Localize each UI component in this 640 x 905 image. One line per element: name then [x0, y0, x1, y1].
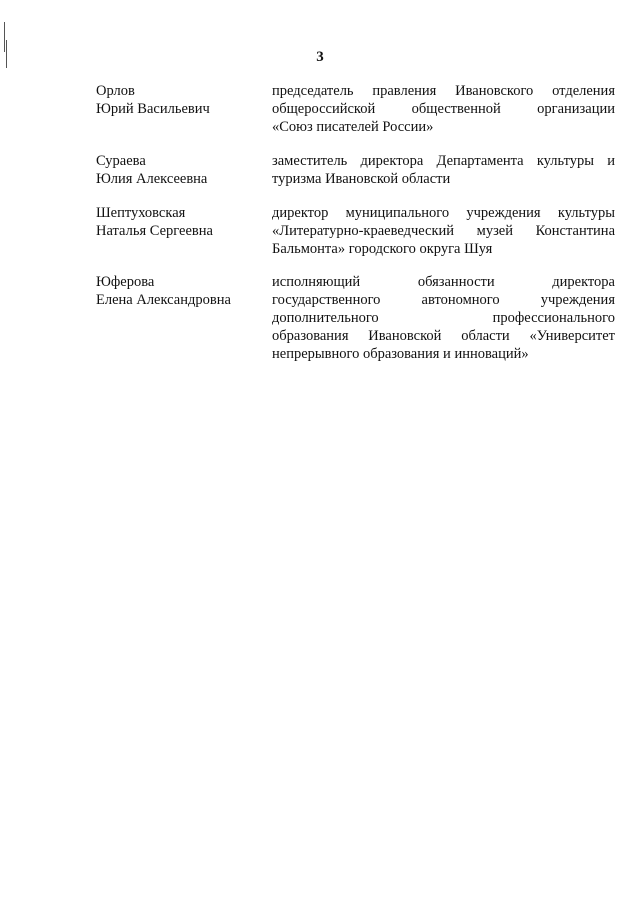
- member-position: [272, 152, 615, 188]
- member-surname: Орлов: [96, 83, 135, 99]
- position-line: государственного автономного учреждения: [272, 292, 615, 308]
- member-position: [272, 82, 615, 136]
- member-surname: Юферова: [96, 274, 155, 290]
- position-line: образования Ивановской области «Университет: [272, 328, 615, 344]
- position-line: Бальмонта» городского округа Шуя: [272, 241, 493, 257]
- member-position: [272, 204, 615, 258]
- member-given-name: Юлия Алексеевна: [96, 171, 208, 187]
- member-name: [96, 273, 266, 309]
- member-name: [96, 152, 266, 188]
- member-surname: Шептуховская: [96, 205, 186, 221]
- member-position: [272, 273, 615, 363]
- member-name: [96, 82, 266, 118]
- member-surname: Сураева: [96, 153, 146, 169]
- member-given-name: Елена Александровна: [96, 292, 231, 308]
- position-line: директор муниципального учреждения культуры: [272, 205, 615, 221]
- position-line: «Союз писателей России»: [272, 119, 434, 135]
- member-given-name: Юрий Васильевич: [96, 101, 210, 117]
- position-line: председатель правления Ивановского отделения: [272, 83, 615, 99]
- member-name: [96, 204, 266, 240]
- position-line: заместитель директора Департамента культуры и: [272, 153, 615, 169]
- position-line: «Литературно-краеведческий музей Константина: [272, 223, 615, 239]
- page-number: 3: [316, 49, 324, 65]
- position-line: исполняющий обязанности директора: [272, 274, 615, 290]
- position-line: туризма Ивановской области: [272, 171, 451, 187]
- member-given-name: Наталья Сергеевна: [96, 223, 213, 239]
- position-line: дополнительного профессионального: [272, 310, 615, 326]
- position-line: общероссийской общественной организации: [272, 101, 615, 117]
- position-line: непрерывного образования и инноваций»: [272, 346, 529, 362]
